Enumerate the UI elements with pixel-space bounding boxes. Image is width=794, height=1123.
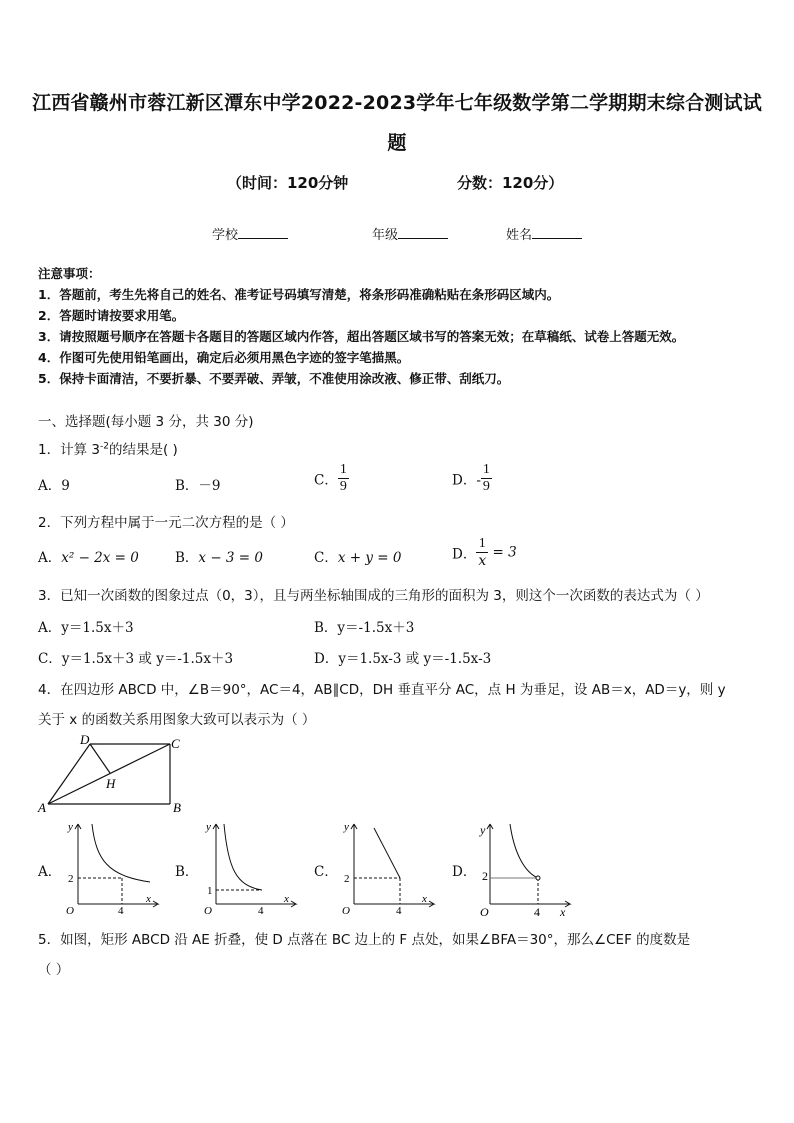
origin-label: O: [66, 905, 74, 916]
grade-label: 年级: [372, 228, 399, 243]
name-blank[interactable]: [532, 226, 582, 239]
q1-option-c-label: C．: [314, 472, 338, 489]
score-info: 分数：120分）: [457, 174, 564, 192]
question-3-stem: 3．已知一次函数的图象过点（0，3），且与两坐标轴围成的三角形的面积为 3，则这个一次函数的表达式为（ ）: [38, 588, 709, 604]
q1-option-d-label: D．-: [452, 472, 481, 489]
q4-option-c[interactable]: C．: [314, 864, 338, 880]
curve: [224, 824, 262, 890]
q3-option-a[interactable]: A．y＝1.5x＋3: [38, 620, 134, 636]
vertex-label-b: B: [173, 800, 181, 815]
y-axis-label: y: [480, 823, 486, 837]
q1-option-a[interactable]: A．9: [38, 478, 70, 494]
curve: [92, 824, 150, 882]
school-field: [212, 224, 288, 243]
question-5-stem: 5．如图，矩形 ABCD 沿 AE 折叠，使 D 点落在 BC 边上的 F 点处，如果∠BFA＝30°，那么∠CEF 的度数是: [38, 932, 691, 948]
edge-ad: [48, 744, 90, 804]
notice-item: 2．答题时请按要求用笔。: [38, 308, 185, 323]
y-tick-label: 2: [344, 873, 350, 885]
y-tick-label: 2: [68, 873, 74, 885]
q2-c-expression: x + y = 0: [337, 550, 402, 566]
fraction: $\frac{1}{x}$: [478, 536, 487, 569]
time-info: （时间：120分钟: [227, 174, 349, 192]
y-tick-label: 1: [207, 885, 213, 897]
notice-item: 3．请按照题号顺序在答题卡各题目的答题区域内作答，超出答题区域书写的答案无效；在草稿纸、试卷上答题无效。: [38, 329, 685, 344]
fraction: $\frac{1}{9}$: [482, 462, 490, 494]
q1-stem-text: 1．计算 3: [38, 442, 100, 458]
q2-option-a[interactable]: A．x² − 2x = 0: [38, 550, 139, 566]
q1-option-d[interactable]: [452, 462, 492, 495]
q4-option-d[interactable]: D．: [452, 864, 477, 880]
x-axis-label: x: [284, 893, 289, 905]
question-1-stem: [38, 438, 178, 458]
q2-option-c[interactable]: C．x + y = 0: [314, 550, 402, 566]
x-tick-label: 4: [258, 905, 264, 916]
origin-label: O: [204, 905, 212, 916]
q1-option-c[interactable]: [314, 462, 349, 495]
graph-option-b: [200, 820, 300, 916]
notice-item: 4．作图可先使用铅笔画出，确定后必须用黑色字迹的签字笔描黑。: [38, 350, 410, 365]
q2-option-b[interactable]: B．x − 3 = 0: [175, 550, 264, 566]
q2-b-expression: x − 3 = 0: [198, 550, 264, 566]
origin-label: O: [480, 905, 489, 919]
section-heading: 一、选择题(每小题 3 分，共 30 分): [38, 414, 254, 430]
x-tick-label: 4: [534, 905, 540, 919]
fraction: $\frac{1}{9}$: [339, 462, 347, 494]
question-5-paren: （ ）: [38, 962, 70, 978]
vertex-label-d: D: [80, 732, 90, 747]
y-tick-label: 2: [482, 869, 488, 883]
origin-label: O: [342, 905, 350, 916]
x-axis-label: x: [146, 893, 151, 905]
q4-option-a[interactable]: A．: [38, 864, 62, 880]
graph-option-d: [474, 820, 574, 920]
page-title-continued: 题: [387, 132, 407, 154]
y-axis-label: y: [344, 821, 349, 833]
page-title: 江西省赣州市蓉江新区潭东中学2022-2023学年七年级数学第二学期期末综合测试试: [32, 92, 762, 114]
quadrilateral-figure: [34, 732, 194, 818]
q3-option-c[interactable]: C．y＝1.5x＋3 或 y＝-1.5x＋3: [38, 651, 234, 667]
school-blank[interactable]: [238, 226, 288, 239]
segment-dh: [90, 744, 110, 773]
name-label: 姓名: [506, 228, 533, 243]
vertex-label-c: C: [171, 736, 180, 751]
q3-option-b[interactable]: B．y＝-1.5x＋3: [314, 620, 415, 636]
x-axis-label: x: [560, 905, 566, 919]
school-label: 学校: [212, 228, 239, 243]
segment: [374, 828, 400, 878]
question-4-stem: 4．在四边形 ABCD 中，∠B＝90°，AC＝4，AB∥CD，DH 垂直平分 AC，点 H 为垂足，设 AB＝x，AD＝y，则 y: [38, 682, 726, 698]
graph-option-c: [338, 820, 438, 916]
notice-heading: 注意事项：: [38, 266, 101, 281]
question-4-stem-line2: 关于 x 的函数关系用图象大致可以表示为（ ）: [38, 712, 316, 728]
y-axis-label: y: [206, 821, 211, 833]
q4-option-b[interactable]: B．: [175, 864, 199, 880]
diagonal-ac: [48, 744, 170, 804]
curve: [510, 824, 538, 878]
x-axis-label: x: [422, 893, 427, 905]
grade-field: [372, 224, 448, 243]
vertex-label-a: A: [38, 800, 46, 815]
q1-stem-tail: 的结果是( ): [108, 442, 178, 458]
x-tick-label: 4: [396, 905, 402, 916]
x-tick-label: 4: [118, 905, 124, 916]
notice-item: 1．答题前，考生先将自己的姓名、准考证号码填写清楚，将条形码准确粘贴在条形码区域内。: [38, 287, 560, 302]
grade-blank[interactable]: [398, 226, 448, 239]
q1-exponent: -2: [99, 441, 109, 452]
q3-option-d[interactable]: D．y＝1.5x-3 或 y＝-1.5x-3: [314, 651, 492, 667]
name-field: [506, 224, 582, 243]
graph-option-a: [62, 820, 162, 916]
q1-option-b[interactable]: B．－9: [175, 478, 221, 494]
notice-item: 5．保持卡面清洁，不要折暴、不要弄破、弄皱，不准使用涂改液、修正带、刮纸刀。: [38, 371, 510, 386]
vertex-label-h: H: [106, 776, 116, 791]
q2-option-d[interactable]: D． $\frac{1}{x}$ = 3: [452, 536, 517, 569]
question-2-stem: 2．下列方程中属于一元二次方程的是（ ）: [38, 515, 294, 531]
q2-a-expression: x² − 2x = 0: [61, 550, 139, 566]
y-axis-label: y: [68, 821, 73, 833]
